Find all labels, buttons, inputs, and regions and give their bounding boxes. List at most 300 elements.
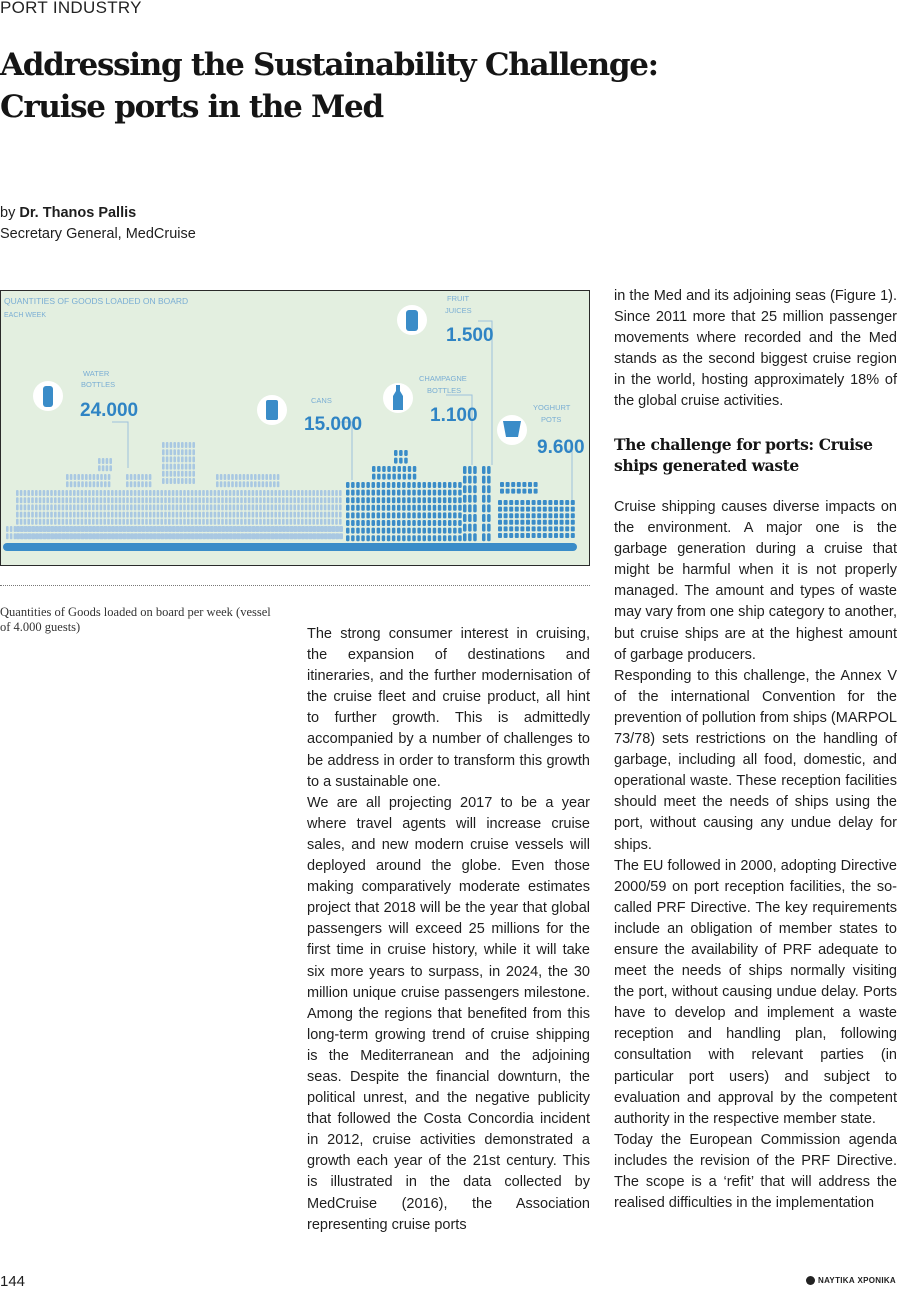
goods-bottle [202,497,205,503]
goods-can [453,512,457,518]
goods-bottle [39,497,42,503]
goods-bottle [248,512,251,518]
goods-bottle [145,481,148,487]
goods-bottle [176,497,179,503]
water-bottle-shape [43,386,53,407]
goods-can [403,466,407,472]
goods-can [351,505,355,511]
goods-bottle [107,490,110,496]
goods-bottle [242,526,245,532]
goods-bottle [177,533,180,539]
goods-bottle [147,526,150,532]
goods-can [402,528,406,534]
goods-can [387,505,391,511]
goods-yoghurt [543,513,547,518]
goods-can [346,520,350,526]
goods-bottle [293,490,296,496]
goods-yoghurt [526,526,530,531]
goods-can [417,520,421,526]
goods-bottle [14,526,17,532]
goods-bottle [33,533,36,539]
goods-bottle [52,533,55,539]
goods-yoghurt [571,500,575,505]
goods-bottle [301,512,304,518]
goods-bottle [46,497,49,503]
goods-bottle [274,497,277,503]
goods-can [382,535,386,541]
goods-bottle [293,497,296,503]
goods-bottle [181,471,184,477]
goods-bottle [306,533,309,539]
goods-bottle [295,526,298,532]
goods-bottle [200,526,203,532]
goods-bottle [195,490,198,496]
goods-bottle [320,490,323,496]
goods-bottle [96,474,99,480]
goods-juice [482,514,486,522]
goods-yoghurt [571,507,575,512]
goods-bottle [106,458,109,464]
goods-can [448,497,452,503]
goods-can [392,490,396,496]
goods-juice [487,533,491,541]
can-shape [266,400,278,420]
goods-bottle [74,481,77,487]
goods-bottle [119,512,122,518]
goods-bottle [84,512,87,518]
goods-yoghurt [548,526,552,531]
goods-bottle [185,449,188,455]
body-column-right-top [614,286,897,413]
goods-yoghurt [554,513,558,518]
goods-bottle [309,504,312,510]
goods-can [407,505,411,511]
goods-can [443,520,447,526]
goods-bottle [185,456,188,462]
goods-bottle [169,526,172,532]
goods-bottle [145,497,148,503]
goods-bottle [157,512,160,518]
goods-bottle [166,449,169,455]
goods-bottle [301,497,304,503]
goods-can [351,482,355,488]
goods-yoghurt [560,507,564,512]
goods-bottle [225,504,228,510]
goods-bottle [50,497,53,503]
goods-bottle [85,474,88,480]
goods-bottle [50,519,53,525]
goods-can [397,505,401,511]
goods-bottle [176,512,179,518]
goods-bottle [316,490,319,496]
goods-can [392,482,396,488]
goods-bottle [290,497,293,503]
goods-bottle [331,490,334,496]
goods-bottle [210,512,213,518]
water-bottles-label-1: WATER [83,369,110,378]
goods-bottle [226,533,229,539]
goods-bottle [267,512,270,518]
goods-bottle [233,519,236,525]
goods-can [453,505,457,511]
goods-bottle [286,497,289,503]
goods-bottle [248,504,251,510]
goods-champagne [463,495,467,503]
goods-juice [482,485,486,493]
goods-bottle [103,490,106,496]
goods-bottle [282,519,285,525]
goods-bottle [299,533,302,539]
goods-bottle [164,519,167,525]
goods-bottle [282,497,285,503]
goods-bottle [36,533,39,539]
goods-yoghurt [509,507,513,512]
goods-bottle [43,497,46,503]
goods-bottle [312,504,315,510]
water-bottles-label-2: BOTTLES [81,380,116,389]
goods-yoghurt [571,533,575,538]
goods-bottle [274,504,277,510]
goods-can [387,535,391,541]
goods-bottle [29,533,32,539]
goods-bottle [328,512,331,518]
goods-can [448,528,452,534]
goods-bottle [272,526,275,532]
goods-bottle [157,504,160,510]
goods-yoghurt [543,500,547,505]
goods-bottle [236,490,239,496]
goods-bottle [195,519,198,525]
goods-can [361,490,365,496]
goods-bottle [126,519,129,525]
goods-yoghurt [537,500,541,505]
goods-bottle [86,533,89,539]
goods-yoghurt [548,507,552,512]
goods-bottle [211,526,214,532]
goods-bottle [162,533,165,539]
goods-bottle [138,490,141,496]
publication-footer [806,1276,896,1285]
goods-bottle [101,526,104,532]
goods-bottle [149,504,152,510]
goods-bottle [181,526,184,532]
goods-bottle [102,465,105,471]
goods-can [361,512,365,518]
goods-bottle [25,533,28,539]
goods-bottle [217,490,220,496]
goods-yoghurt [537,533,541,538]
goods-bottle [324,512,327,518]
goods-can [387,520,391,526]
goods-bottle [6,533,9,539]
goods-bottle [105,526,108,532]
goods-bottle [164,497,167,503]
goods-bottle [115,497,118,503]
goods-bottle [331,504,334,510]
goods-yoghurt [560,520,564,525]
goods-bottle [214,490,217,496]
goods-can [438,490,442,496]
goods-bottle [243,474,246,480]
goods-bottle [207,533,210,539]
goods-bottle [166,533,169,539]
goods-bottle [77,519,80,525]
goods-yoghurt [504,526,508,531]
goods-bottle [189,456,192,462]
goods-can [433,520,437,526]
goods-champagne [463,485,467,493]
goods-bottle [40,526,43,532]
goods-bottle [122,519,125,525]
goods-bottle [93,533,96,539]
goods-bottle [183,519,186,525]
goods-bottle [27,490,30,496]
goods-bottle [112,526,115,532]
goods-can [448,482,452,488]
goods-bottle [166,442,169,448]
goods-bottle [16,512,19,518]
goods-can [417,490,421,496]
goods-yoghurt [532,500,536,505]
goods-bottle [210,519,213,525]
goods-yoghurt [532,507,536,512]
goods-bottle [309,490,312,496]
goods-bottle [130,512,133,518]
goods-can [397,528,401,534]
goods-bottle [27,512,30,518]
goods-bottle [255,504,258,510]
goods-champagne [473,466,477,474]
goods-bottle [21,533,24,539]
goods-bottle [109,458,112,464]
goods-bottle [170,442,173,448]
goods-can [382,520,386,526]
goods-bottle [316,497,319,503]
goods-can [402,520,406,526]
goods-bottle [153,497,156,503]
goods-bottle [103,504,106,510]
goods-bottle [290,490,293,496]
goods-bottle [320,519,323,525]
goods-can [372,482,376,488]
water-bottles-value: 24.000 [80,400,139,421]
goods-bottle [103,519,106,525]
goods-bottle [74,474,77,480]
goods-bottle [229,490,232,496]
goods-bottle [157,497,160,503]
goods-bottle [278,504,281,510]
goods-can [392,474,396,480]
goods-bottle [301,519,304,525]
goods-bottle [62,497,65,503]
goods-bottle [78,533,81,539]
goods-bottle [191,497,194,503]
goods-can [377,466,381,472]
goods-bottle [122,497,125,503]
goods-bottle [206,519,209,525]
goods-bottle [92,490,95,496]
goods-bottle [131,533,134,539]
goods-bottle [58,512,61,518]
goods-can [438,535,442,541]
goods-bottle [115,519,118,525]
goods-bottle [130,490,133,496]
paragraph: Cruise shipping causes diverse impacts on the environment. A major one is the garbage generation during a cruise that might be harmful when it is not properly managed. The amount and types of waste may vary from one ship category to another, but cruise ships are at the highest amount of garbage producers. [614,499,897,663]
ship-hull [3,543,577,551]
goods-can [382,466,386,472]
goods-can [458,528,462,534]
goods-bottle [195,504,198,510]
goods-bottle [145,519,148,525]
goods-bottle [48,526,51,532]
goods-can [412,520,416,526]
goods-bottle [325,533,328,539]
goods-bottle [82,526,85,532]
goods-bottle [192,442,195,448]
goods-yoghurt [504,500,508,505]
goods-bottle [215,526,218,532]
goods-bottle [63,533,66,539]
goods-bottle [299,526,302,532]
goods-can [438,505,442,511]
goods-bottle [177,471,180,477]
goods-can [433,497,437,503]
goods-champagne [463,514,467,522]
goods-yoghurt [504,533,508,538]
goods-bottle [223,526,226,532]
goods-bottle [35,512,38,518]
goods-bottle [254,481,257,487]
goods-bottle [96,490,99,496]
goods-bottle [21,526,24,532]
goods-bottle [278,519,281,525]
goods-bottle [43,519,46,525]
goods-yoghurt [515,513,519,518]
goods-bottle [331,497,334,503]
goods-yoghurt [500,489,504,494]
goods-bottle [225,497,228,503]
goods-bottle [265,481,268,487]
goods-bottle [293,519,296,525]
goods-bottle [108,481,111,487]
goods-bottle [168,497,171,503]
goods-bottle [185,464,188,470]
cans-label: CANS [311,396,332,405]
goods-can [417,505,421,511]
goods-bottle [189,478,192,484]
paragraph: The EU followed in 2000, adopting Directive 2000/59 on port reception facilities, the so-called PRF Directive. The key requirements include an obligation of member states to ensure the availability of PRF adequate to meet the needs of ships normally visiting the port, without causing undue delay. Ports have to develop and implement a waste reception and handling plan, following consultation with relevant parties (in particular port users) and subject to evaluation and approval by the competent authority in the respective member state. [614,857,897,1127]
cans-value: 15.000 [304,414,363,435]
goods-bottle [104,474,107,480]
goods-can [382,482,386,488]
goods-bottle [141,490,144,496]
goods-bottle [78,526,81,532]
goods-can [458,505,462,511]
goods-can [404,458,408,464]
goods-juice [482,466,486,474]
goods-can [356,490,360,496]
goods-bottle [236,519,239,525]
goods-juice [487,495,491,503]
goods-bottle [88,490,91,496]
author-name: Dr. Thanos Pallis [19,205,137,221]
goods-bottle [44,526,47,532]
goods-bottle [119,490,122,496]
goods-champagne [463,524,467,532]
goods-bottle [77,474,80,480]
goods-bottle [166,464,169,470]
goods-can [423,490,427,496]
publication-logo-icon [806,1276,815,1285]
goods-bottle [153,519,156,525]
goods-bottle [122,504,125,510]
goods-bottle [46,519,49,525]
goods-can [392,528,396,534]
goods-bottle [302,533,305,539]
goods-bottle [297,490,300,496]
goods-juice [482,495,486,503]
goods-bottle [271,504,274,510]
goods-bottle [192,533,195,539]
goods-bottle [81,497,84,503]
goods-bottle [337,526,340,532]
goods-bottle [103,497,106,503]
goods-bottle [158,526,161,532]
goods-bottle [235,481,238,487]
goods-champagne [473,514,477,522]
goods-bottle [309,512,312,518]
goods-bottle [267,497,270,503]
goods-bottle [177,526,180,532]
champagne-bottles-label-1: CHAMPAGNE [419,374,467,383]
goods-yoghurt [543,533,547,538]
goods-bottle [305,504,308,510]
goods-bottle [220,481,223,487]
goods-yoghurt [548,533,552,538]
goods-bottle [226,526,229,532]
goods-bottle [316,504,319,510]
goods-can [413,474,417,480]
goods-bottle [305,512,308,518]
goods-can [458,535,462,541]
goods-can [372,490,376,496]
goods-can [398,474,402,480]
goods-can [366,512,370,518]
goods-bottle [188,533,191,539]
goods-bottle [268,533,271,539]
goods-can [448,490,452,496]
goods-bottle [24,519,27,525]
goods-bottle [204,526,207,532]
juice-bottle-shape [406,310,418,331]
goods-yoghurt [520,500,524,505]
goods-bottle [274,490,277,496]
goods-bottle [214,497,217,503]
goods-can [392,535,396,541]
goods-bottle [224,481,227,487]
goods-bottle [112,533,115,539]
goods-yoghurt [554,507,558,512]
goods-can [397,490,401,496]
fruit-juices-label-1: FRUIT [447,294,470,303]
goods-bottle [198,497,201,503]
goods-bottle [43,504,46,510]
goods-bottle [301,504,304,510]
goods-yoghurt [520,526,524,531]
goods-bottle [172,512,175,518]
goods-bottle [150,526,153,532]
section-label: PORT INDUSTRY [0,0,142,17]
